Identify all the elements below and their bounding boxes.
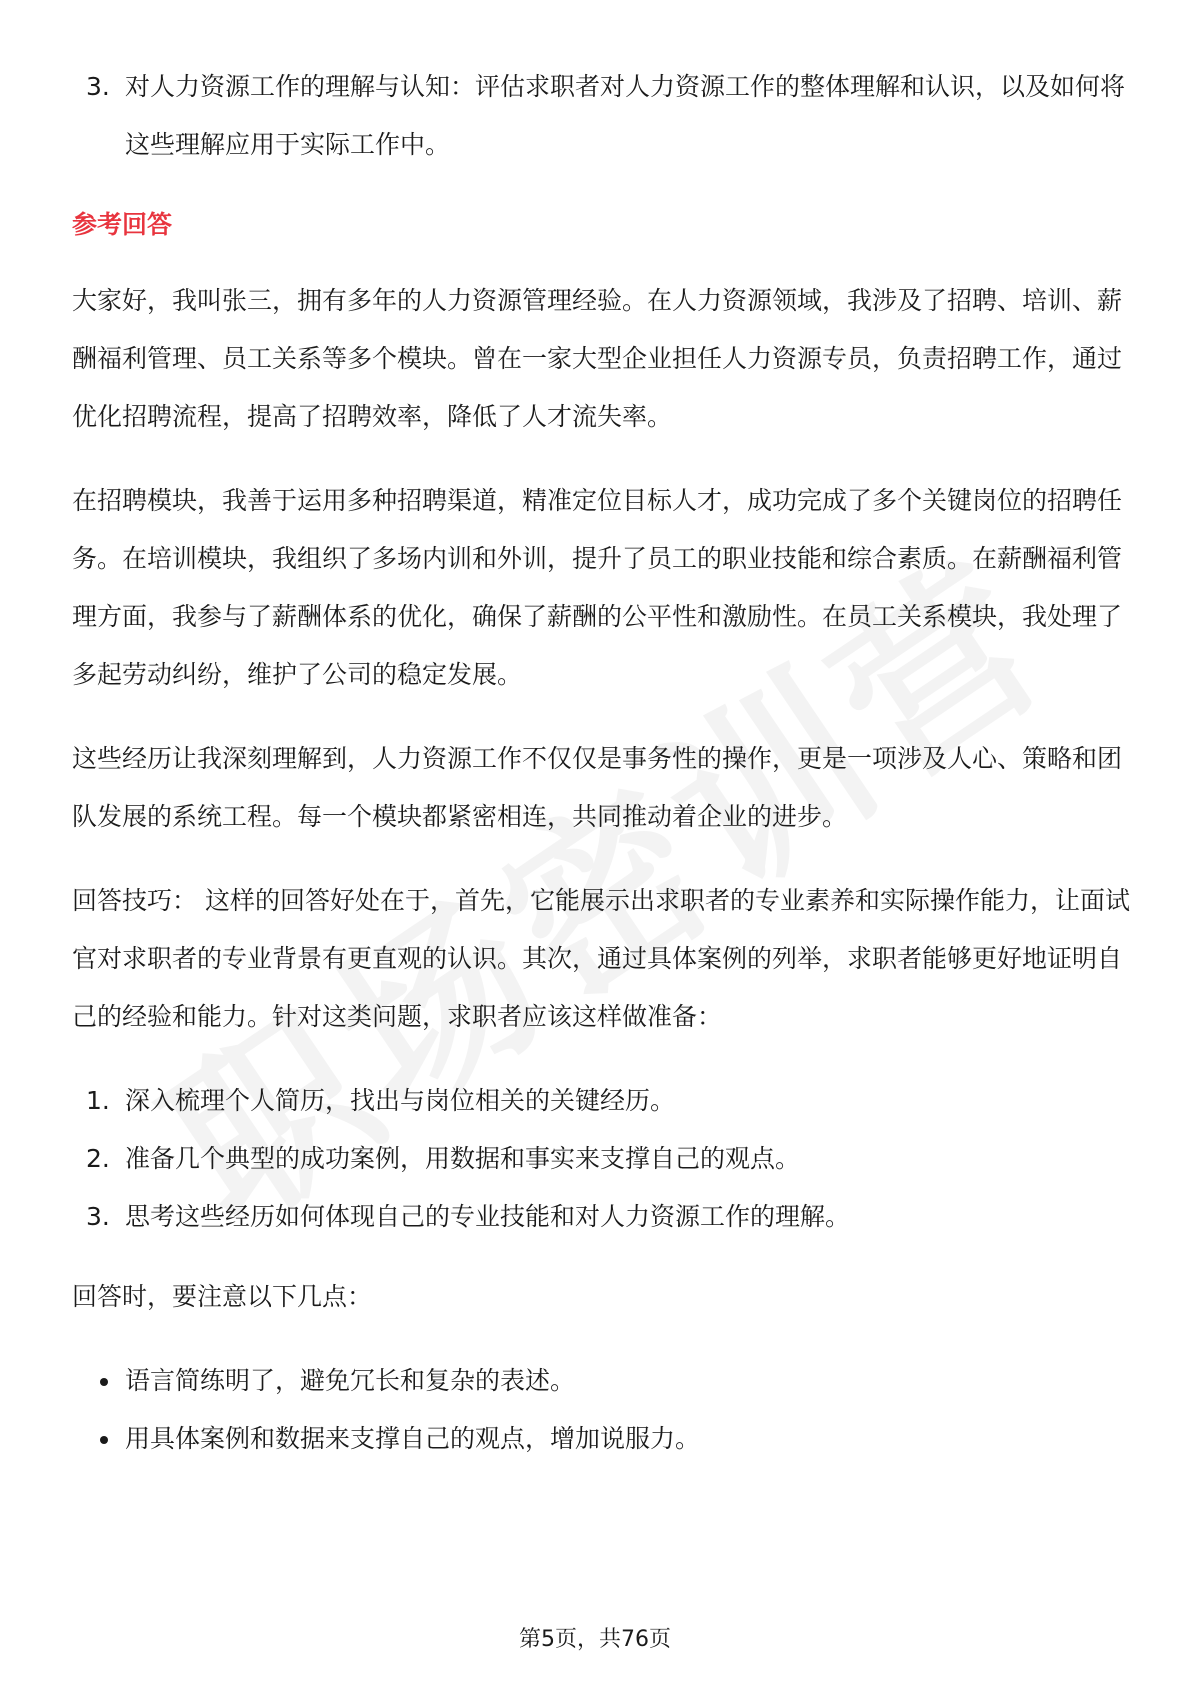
- list-text: 深入梳理个人简历，找出与岗位相关的关键经历。: [125, 1086, 676, 1115]
- list-text: 准备几个典型的成功案例，用数据和事实来支撑自己的观点。: [125, 1144, 801, 1173]
- paragraph-understanding: 这些经历让我深刻理解到，人力资源工作不仅仅是事务性的操作，更是一项涉及人心、策略和团队发展的系统工程。每一个模块都紧密相连，共同推动着企业的进步。: [72, 744, 1123, 831]
- bullet-icon: [100, 1378, 108, 1386]
- list-number: 3.: [86, 72, 110, 101]
- list-number: 2.: [86, 1144, 110, 1173]
- list-number: 1.: [86, 1086, 110, 1115]
- list-text: 思考这些经历如何体现自己的专业技能和对人力资源工作的理解。: [125, 1202, 851, 1231]
- prep-list: [72, 1072, 1132, 1246]
- paragraph-tips: 回答技巧： 这样的回答好处在于，首先，它能展示出求职者的专业素养和实际操作能力，让面试官对求职者的专业背景有更直观的认识。其次，通过具体案例的列举，求职者能够更好地证明自己的经验和能力。针对这类问题，求职者应该这样做准备：: [72, 886, 1130, 1031]
- list-item: [72, 1188, 1132, 1246]
- page-footer: 第5页，共76页: [519, 1627, 671, 1652]
- section-heading: 参考回答: [72, 210, 173, 239]
- paragraph-intro: 大家好，我叫张三，拥有多年的人力资源管理经验。在人力资源领域，我涉及了招聘、培训、薪酬福利管理、员工关系等多个模块。曾在一家大型企业担任人力资源专员，负责招聘工作，通过优化招聘流程，提高了招聘效率，降低了人才流失率。: [72, 286, 1123, 431]
- paragraph-modules: 在招聘模块，我善于运用多种招聘渠道，精准定位目标人才，成功完成了多个关键岗位的招聘任务。在培训模块，我组织了多场内训和外训，提升了员工的职业技能和综合素质。在薪酬福利管理方面，我参与了薪酬体系的优化，确保了薪酬的公平性和激励性。在员工关系模块，我处理了多起劳动纠纷，维护了公司的稳定发展。: [72, 486, 1123, 689]
- bullet-icon: [100, 1436, 108, 1444]
- list-item: [72, 1072, 1132, 1130]
- notes-intro: 回答时，要注意以下几点：: [72, 1282, 373, 1311]
- list-number: 3.: [86, 1202, 110, 1231]
- list-text: 用具体案例和数据来支撑自己的观点，增加说服力。: [125, 1424, 701, 1453]
- list-text: 对人力资源工作的理解与认知：评估求职者对人力资源工作的整体理解和认识，以及如何将这些理解应用于实际工作中。: [125, 72, 1126, 159]
- notes-list: [72, 1352, 1132, 1468]
- list-item: [72, 1410, 1132, 1468]
- list-item: [72, 58, 1132, 174]
- list-item: [72, 1130, 1132, 1188]
- list-text: 语言简练明了，避免冗长和复杂的表述。: [125, 1366, 576, 1395]
- document-body: [72, 58, 1132, 1468]
- intro-list: [72, 58, 1132, 174]
- list-item: [72, 1352, 1132, 1410]
